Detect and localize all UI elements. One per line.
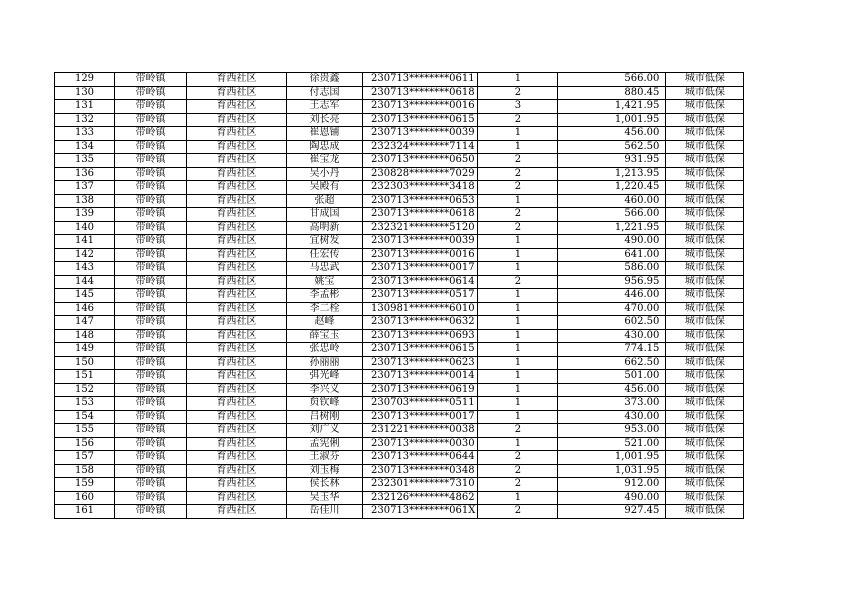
cell-seq: 141: [55, 235, 115, 249]
table-body: [55, 73, 744, 519]
cell-community: 育西社区: [187, 262, 287, 276]
cell-town: 带岭镇: [115, 505, 187, 519]
cell-community: 育西社区: [187, 113, 287, 127]
cell-community: 育西社区: [187, 491, 287, 505]
cell-id-number: 230713********0644: [363, 451, 478, 465]
table-row: [55, 343, 744, 357]
cell-name: 吴殿有: [287, 181, 363, 195]
cell-id-number: 230713********0611: [363, 73, 478, 87]
cell-community: 育西社区: [187, 370, 287, 384]
cell-community: 育西社区: [187, 478, 287, 492]
cell-town: 带岭镇: [115, 194, 187, 208]
cell-id-number: 230713********0348: [363, 464, 478, 478]
cell-amount: 1,213.95: [558, 167, 666, 181]
cell-household-count: 1: [478, 248, 558, 262]
cell-amount: 1,031.95: [558, 464, 666, 478]
cell-community: 育西社区: [187, 302, 287, 316]
cell-household-count: 1: [478, 370, 558, 384]
cell-seq: 136: [55, 167, 115, 181]
cell-name: 付志国: [287, 86, 363, 100]
cell-community: 育西社区: [187, 424, 287, 438]
cell-id-number: 232324********7114: [363, 140, 478, 154]
table-row: [55, 410, 744, 424]
cell-id-number: 230713********0014: [363, 370, 478, 384]
cell-town: 带岭镇: [115, 113, 187, 127]
cell-amount: 490.00: [558, 235, 666, 249]
cell-amount: 490.00: [558, 491, 666, 505]
cell-household-count: 2: [478, 275, 558, 289]
cell-town: 带岭镇: [115, 383, 187, 397]
cell-seq: 138: [55, 194, 115, 208]
cell-town: 带岭镇: [115, 410, 187, 424]
cell-id-number: 230713********0615: [363, 113, 478, 127]
cell-id-number: 230713********0016: [363, 100, 478, 114]
cell-name: 高明新: [287, 221, 363, 235]
table-row: [55, 167, 744, 181]
cell-seq: 157: [55, 451, 115, 465]
cell-town: 带岭镇: [115, 329, 187, 343]
cell-amount: 566.00: [558, 73, 666, 87]
cell-household-count: 2: [478, 113, 558, 127]
cell-id-number: 232126********4862: [363, 491, 478, 505]
cell-household-count: 1: [478, 356, 558, 370]
cell-amount: 662.50: [558, 356, 666, 370]
cell-assistance-type: 城市低保: [666, 167, 744, 181]
table-row: [55, 505, 744, 519]
table-row: [55, 316, 744, 330]
cell-town: 带岭镇: [115, 221, 187, 235]
cell-town: 带岭镇: [115, 464, 187, 478]
cell-id-number: 230713********0653: [363, 194, 478, 208]
table-row: [55, 464, 744, 478]
table-row: [55, 86, 744, 100]
cell-household-count: 2: [478, 167, 558, 181]
cell-household-count: 1: [478, 397, 558, 411]
table-row: [55, 275, 744, 289]
cell-amount: 456.00: [558, 383, 666, 397]
cell-community: 育西社区: [187, 275, 287, 289]
table-row: [55, 140, 744, 154]
cell-assistance-type: 城市低保: [666, 113, 744, 127]
cell-household-count: 2: [478, 505, 558, 519]
cell-town: 带岭镇: [115, 127, 187, 141]
cell-amount: 927.45: [558, 505, 666, 519]
cell-id-number: 230703********0511: [363, 397, 478, 411]
cell-name: 岳佳川: [287, 505, 363, 519]
cell-amount: 456.00: [558, 127, 666, 141]
cell-town: 带岭镇: [115, 491, 187, 505]
cell-assistance-type: 城市低保: [666, 262, 744, 276]
cell-seq: 151: [55, 370, 115, 384]
cell-seq: 133: [55, 127, 115, 141]
cell-id-number: 230828********7029: [363, 167, 478, 181]
cell-seq: 131: [55, 100, 115, 114]
cell-seq: 154: [55, 410, 115, 424]
cell-assistance-type: 城市低保: [666, 100, 744, 114]
cell-name: 宜树发: [287, 235, 363, 249]
cell-seq: 159: [55, 478, 115, 492]
table-row: [55, 356, 744, 370]
cell-seq: 148: [55, 329, 115, 343]
cell-amount: 774.15: [558, 343, 666, 357]
cell-seq: 132: [55, 113, 115, 127]
cell-name: 甘成国: [287, 208, 363, 222]
cell-assistance-type: 城市低保: [666, 181, 744, 195]
cell-name: 姚宝: [287, 275, 363, 289]
cell-name: 陶忠成: [287, 140, 363, 154]
cell-name: 王淑芬: [287, 451, 363, 465]
cell-community: 育西社区: [187, 397, 287, 411]
cell-household-count: 1: [478, 437, 558, 451]
cell-town: 带岭镇: [115, 262, 187, 276]
cell-community: 育西社区: [187, 127, 287, 141]
cell-household-count: 1: [478, 194, 558, 208]
cell-town: 带岭镇: [115, 437, 187, 451]
cell-seq: 135: [55, 154, 115, 168]
cell-assistance-type: 城市低保: [666, 397, 744, 411]
cell-amount: 562.50: [558, 140, 666, 154]
cell-seq: 140: [55, 221, 115, 235]
cell-name: 吕树刚: [287, 410, 363, 424]
cell-name: 李孟彬: [287, 289, 363, 303]
table-row: [55, 478, 744, 492]
cell-community: 育西社区: [187, 73, 287, 87]
table-row: [55, 451, 744, 465]
cell-town: 带岭镇: [115, 343, 187, 357]
cell-assistance-type: 城市低保: [666, 383, 744, 397]
cell-community: 育西社区: [187, 100, 287, 114]
cell-town: 带岭镇: [115, 451, 187, 465]
cell-household-count: 2: [478, 221, 558, 235]
cell-seq: 158: [55, 464, 115, 478]
cell-household-count: 1: [478, 289, 558, 303]
cell-household-count: 2: [478, 464, 558, 478]
cell-amount: 430.00: [558, 410, 666, 424]
cell-id-number: 230713********0619: [363, 383, 478, 397]
cell-household-count: 1: [478, 343, 558, 357]
cell-name: 崔宝龙: [287, 154, 363, 168]
cell-amount: 521.00: [558, 437, 666, 451]
cell-seq: 143: [55, 262, 115, 276]
cell-seq: 134: [55, 140, 115, 154]
table-row: [55, 302, 744, 316]
cell-community: 育西社区: [187, 194, 287, 208]
cell-seq: 153: [55, 397, 115, 411]
cell-name: 孟宪俐: [287, 437, 363, 451]
cell-seq: 156: [55, 437, 115, 451]
cell-seq: 130: [55, 86, 115, 100]
cell-assistance-type: 城市低保: [666, 316, 744, 330]
cell-household-count: 2: [478, 424, 558, 438]
cell-assistance-type: 城市低保: [666, 86, 744, 100]
table-row: [55, 262, 744, 276]
cell-id-number: 230713********0632: [363, 316, 478, 330]
cell-seq: 160: [55, 491, 115, 505]
cell-town: 带岭镇: [115, 302, 187, 316]
cell-id-number: 230713********0039: [363, 235, 478, 249]
cell-amount: 912.00: [558, 478, 666, 492]
cell-household-count: 1: [478, 316, 558, 330]
cell-amount: 953.00: [558, 424, 666, 438]
cell-assistance-type: 城市低保: [666, 356, 744, 370]
cell-assistance-type: 城市低保: [666, 491, 744, 505]
cell-household-count: 1: [478, 491, 558, 505]
cell-name: 赵峰: [287, 316, 363, 330]
cell-community: 育西社区: [187, 410, 287, 424]
table-row: [55, 248, 744, 262]
cell-assistance-type: 城市低保: [666, 208, 744, 222]
cell-community: 育西社区: [187, 235, 287, 249]
cell-community: 育西社区: [187, 248, 287, 262]
table-row: [55, 154, 744, 168]
cell-town: 带岭镇: [115, 181, 187, 195]
cell-seq: 152: [55, 383, 115, 397]
cell-assistance-type: 城市低保: [666, 410, 744, 424]
table-row: [55, 208, 744, 222]
cell-assistance-type: 城市低保: [666, 140, 744, 154]
cell-town: 带岭镇: [115, 167, 187, 181]
cell-town: 带岭镇: [115, 248, 187, 262]
table-row: [55, 194, 744, 208]
cell-name: 薛宝玉: [287, 329, 363, 343]
cell-name: 孙丽丽: [287, 356, 363, 370]
cell-assistance-type: 城市低保: [666, 302, 744, 316]
table-row: [55, 113, 744, 127]
cell-community: 育西社区: [187, 140, 287, 154]
cell-name: 刘玉梅: [287, 464, 363, 478]
cell-seq: 145: [55, 289, 115, 303]
cell-community: 育西社区: [187, 343, 287, 357]
cell-assistance-type: 城市低保: [666, 343, 744, 357]
cell-name: 徐贵鑫: [287, 73, 363, 87]
cell-id-number: 230713********0017: [363, 262, 478, 276]
cell-household-count: 2: [478, 478, 558, 492]
cell-town: 带岭镇: [115, 100, 187, 114]
cell-town: 带岭镇: [115, 154, 187, 168]
cell-amount: 602.50: [558, 316, 666, 330]
cell-assistance-type: 城市低保: [666, 329, 744, 343]
cell-household-count: 1: [478, 410, 558, 424]
cell-community: 育西社区: [187, 451, 287, 465]
table-row: [55, 370, 744, 384]
cell-amount: 501.00: [558, 370, 666, 384]
cell-amount: 1,001.95: [558, 451, 666, 465]
cell-seq: 161: [55, 505, 115, 519]
cell-assistance-type: 城市低保: [666, 424, 744, 438]
data-table: [54, 72, 744, 519]
cell-community: 育西社区: [187, 329, 287, 343]
cell-name: 刘长亮: [287, 113, 363, 127]
cell-id-number: 230713********0618: [363, 208, 478, 222]
cell-name: 侯长林: [287, 478, 363, 492]
table-row: [55, 100, 744, 114]
cell-id-number: 230713********0016: [363, 248, 478, 262]
cell-assistance-type: 城市低保: [666, 275, 744, 289]
cell-seq: 146: [55, 302, 115, 316]
cell-name: 贠钦峰: [287, 397, 363, 411]
cell-name: 崔恩铺: [287, 127, 363, 141]
cell-amount: 446.00: [558, 289, 666, 303]
cell-town: 带岭镇: [115, 370, 187, 384]
cell-amount: 880.45: [558, 86, 666, 100]
cell-town: 带岭镇: [115, 275, 187, 289]
cell-household-count: 2: [478, 451, 558, 465]
cell-amount: 1,221.95: [558, 221, 666, 235]
cell-assistance-type: 城市低保: [666, 505, 744, 519]
table-row: [55, 397, 744, 411]
cell-id-number: 230713********0623: [363, 356, 478, 370]
table-row: [55, 383, 744, 397]
cell-amount: 641.00: [558, 248, 666, 262]
cell-community: 育西社区: [187, 289, 287, 303]
cell-assistance-type: 城市低保: [666, 289, 744, 303]
cell-id-number: 130981********6010: [363, 302, 478, 316]
cell-community: 育西社区: [187, 208, 287, 222]
cell-town: 带岭镇: [115, 208, 187, 222]
table-row: [55, 73, 744, 87]
table-row: [55, 424, 744, 438]
cell-id-number: 232303********3418: [363, 181, 478, 195]
cell-seq: 142: [55, 248, 115, 262]
cell-name: 吴玉华: [287, 491, 363, 505]
cell-id-number: 232321********5120: [363, 221, 478, 235]
cell-amount: 1,220.45: [558, 181, 666, 195]
cell-seq: 150: [55, 356, 115, 370]
cell-household-count: 1: [478, 73, 558, 87]
cell-name: 任宏传: [287, 248, 363, 262]
cell-assistance-type: 城市低保: [666, 437, 744, 451]
table-row: [55, 289, 744, 303]
cell-name: 弭光峰: [287, 370, 363, 384]
cell-town: 带岭镇: [115, 356, 187, 370]
cell-household-count: 2: [478, 181, 558, 195]
cell-amount: 373.00: [558, 397, 666, 411]
table-row: [55, 235, 744, 249]
cell-community: 育西社区: [187, 167, 287, 181]
cell-town: 带岭镇: [115, 397, 187, 411]
cell-household-count: 1: [478, 383, 558, 397]
cell-community: 育西社区: [187, 154, 287, 168]
table-row: [55, 221, 744, 235]
cell-household-count: 2: [478, 86, 558, 100]
cell-town: 带岭镇: [115, 73, 187, 87]
cell-community: 育西社区: [187, 437, 287, 451]
cell-town: 带岭镇: [115, 140, 187, 154]
cell-amount: 931.95: [558, 154, 666, 168]
cell-community: 育西社区: [187, 356, 287, 370]
cell-household-count: 1: [478, 140, 558, 154]
table-row: [55, 181, 744, 195]
cell-amount: 1,001.95: [558, 113, 666, 127]
cell-seq: 144: [55, 275, 115, 289]
cell-seq: 149: [55, 343, 115, 357]
cell-id-number: 232301********7310: [363, 478, 478, 492]
cell-town: 带岭镇: [115, 289, 187, 303]
cell-community: 育西社区: [187, 86, 287, 100]
cell-id-number: 230713********0618: [363, 86, 478, 100]
cell-assistance-type: 城市低保: [666, 154, 744, 168]
cell-amount: 586.00: [558, 262, 666, 276]
cell-community: 育西社区: [187, 221, 287, 235]
cell-id-number: 230713********0039: [363, 127, 478, 141]
cell-assistance-type: 城市低保: [666, 127, 744, 141]
cell-community: 育西社区: [187, 316, 287, 330]
cell-amount: 956.95: [558, 275, 666, 289]
cell-assistance-type: 城市低保: [666, 194, 744, 208]
cell-household-count: 1: [478, 127, 558, 141]
cell-name: 马忠武: [287, 262, 363, 276]
cell-id-number: 230713********0030: [363, 437, 478, 451]
cell-assistance-type: 城市低保: [666, 478, 744, 492]
table-row: [55, 329, 744, 343]
cell-assistance-type: 城市低保: [666, 73, 744, 87]
table-row: [55, 127, 744, 141]
cell-town: 带岭镇: [115, 316, 187, 330]
cell-name: 李兴义: [287, 383, 363, 397]
cell-id-number: 230713********0017: [363, 410, 478, 424]
cell-town: 带岭镇: [115, 424, 187, 438]
cell-community: 育西社区: [187, 181, 287, 195]
cell-amount: 460.00: [558, 194, 666, 208]
table-row: [55, 491, 744, 505]
cell-name: 李二栓: [287, 302, 363, 316]
cell-name: 张忠岭: [287, 343, 363, 357]
cell-community: 育西社区: [187, 383, 287, 397]
cell-name: 刘广义: [287, 424, 363, 438]
cell-community: 育西社区: [187, 464, 287, 478]
cell-household-count: 1: [478, 235, 558, 249]
cell-household-count: 2: [478, 208, 558, 222]
cell-household-count: 3: [478, 100, 558, 114]
cell-seq: 129: [55, 73, 115, 87]
cell-assistance-type: 城市低保: [666, 235, 744, 249]
cell-id-number: 230713********0517: [363, 289, 478, 303]
cell-town: 带岭镇: [115, 86, 187, 100]
cell-community: 育西社区: [187, 505, 287, 519]
cell-name: 王志军: [287, 100, 363, 114]
cell-assistance-type: 城市低保: [666, 221, 744, 235]
cell-amount: 566.00: [558, 208, 666, 222]
cell-name: 吴小丹: [287, 167, 363, 181]
cell-seq: 137: [55, 181, 115, 195]
cell-assistance-type: 城市低保: [666, 451, 744, 465]
cell-assistance-type: 城市低保: [666, 464, 744, 478]
cell-id-number: 230713********0650: [363, 154, 478, 168]
cell-household-count: 1: [478, 329, 558, 343]
cell-id-number: 230713********0693: [363, 329, 478, 343]
cell-name: 张超: [287, 194, 363, 208]
table-row: [55, 437, 744, 451]
cell-household-count: 2: [478, 154, 558, 168]
cell-amount: 430.00: [558, 329, 666, 343]
cell-household-count: 1: [478, 262, 558, 276]
cell-town: 带岭镇: [115, 235, 187, 249]
cell-town: 带岭镇: [115, 478, 187, 492]
cell-id-number: 230713********0615: [363, 343, 478, 357]
cell-household-count: 1: [478, 302, 558, 316]
cell-seq: 155: [55, 424, 115, 438]
cell-id-number: 231221********0038: [363, 424, 478, 438]
cell-assistance-type: 城市低保: [666, 248, 744, 262]
cell-assistance-type: 城市低保: [666, 370, 744, 384]
cell-seq: 147: [55, 316, 115, 330]
cell-seq: 139: [55, 208, 115, 222]
cell-amount: 1,421.95: [558, 100, 666, 114]
cell-amount: 470.00: [558, 302, 666, 316]
cell-id-number: 230713********061X: [363, 505, 478, 519]
cell-id-number: 230713********0614: [363, 275, 478, 289]
